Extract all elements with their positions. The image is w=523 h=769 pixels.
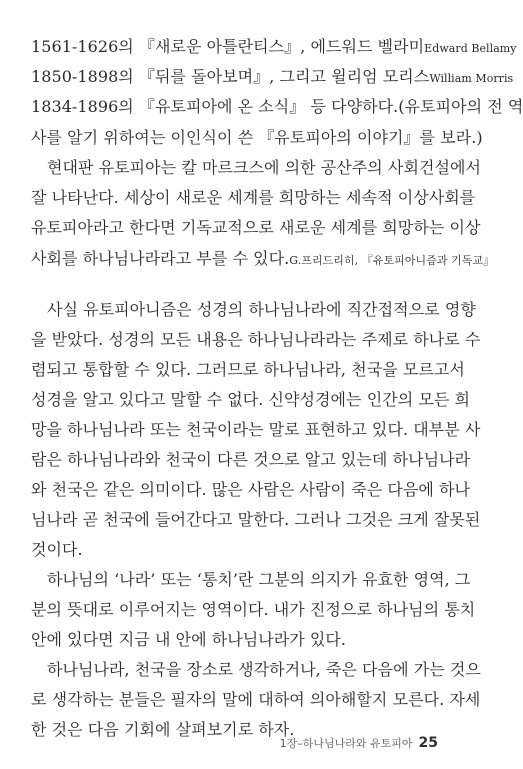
text-line: 1834-1896의 『유토피아에 온 소식』 등 다양하다.(유토피아의 전 역 <box>31 97 523 116</box>
text-line: 유토피아라고 한다면 기독교적으로 새로운 세계를 희망하는 이상 <box>31 218 481 237</box>
page-number: 25 <box>418 735 438 751</box>
text-line: 성경을 알고 있다고 말할 수 없다. 신약성경에는 인간의 모든 희 <box>31 390 471 409</box>
text-line: 사회를 하나님나라라고 부를 수 있다.G.프리드리히, 『유토피아니즘과 기독교』 <box>31 249 495 268</box>
text-line: 사실 유토피아니즘은 성경의 하나님나라에 직간접적으로 영향 <box>47 300 476 319</box>
text-line: 현대판 유토피아는 칼 마르크스에 의한 공산주의 사회건설에서 <box>47 158 481 177</box>
text-line: 1850-1898의 『뒤를 돌아보며』, 그리고 윌리엄 모리스William Morris <box>31 67 514 86</box>
text-line: 하나님의 ‘나라’ 또는 ‘통치’란 그분의 의지가 유효한 영역, 그 <box>47 570 471 589</box>
text-line: 안에 있다면 지금 내 안에 하나님나라가 있다. <box>31 630 347 649</box>
text-line: 람은 하나님나라와 천국이 다른 것으로 알고 있는데 하나님나라 <box>31 450 471 469</box>
text-line: 것이다. <box>31 540 83 559</box>
running-title: 1장–하나님나라와 유토피아 <box>279 737 413 750</box>
text-line: 망을 하나님나라 또는 천국이라는 말로 표현하고 있다. 대부분 사 <box>31 420 481 439</box>
text-line: 로 생각하는 분들은 필자의 말에 대하여 의아해할지 모른다. 자세 <box>31 690 481 709</box>
text-line: 님나라 곧 천국에 들어간다고 말한다. 그러나 그것은 크게 잘못된 <box>31 510 481 529</box>
text-line: 사를 알기 위하여는 이인식이 쓴 『유토피아의 이야기』를 보라.) <box>31 128 483 147</box>
text-line: 분의 뜻대로 이루어지는 영역이다. 내가 진정으로 하나님의 통치 <box>31 600 476 619</box>
text-line: 와 천국은 같은 의미이다. 많은 사람은 사람이 죽은 다음에 하나 <box>31 480 471 499</box>
text-line: 한 것은 다음 기회에 살펴보기로 하자. <box>31 720 295 739</box>
text-line: 1561-1626의 『새로운 아틀란티스』, 에드워드 벨라미Edward Bellamy <box>31 37 517 56</box>
text-line: 잘 나타난다. 세상이 새로운 세계를 희망하는 세속적 이상사회를 <box>31 188 476 207</box>
text-line: 을 받았다. 성경의 모든 내용은 하나님나라라는 주제로 하나로 수 <box>31 330 481 349</box>
text-line: 하나님나라, 천국을 장소로 생각하거나, 죽은 다음에 가는 것으 <box>47 660 481 679</box>
text-line: 렴되고 통합할 수 있다. 그러므로 하나님나라, 천국을 모르고서 <box>31 360 465 379</box>
page-footer <box>280 732 438 751</box>
